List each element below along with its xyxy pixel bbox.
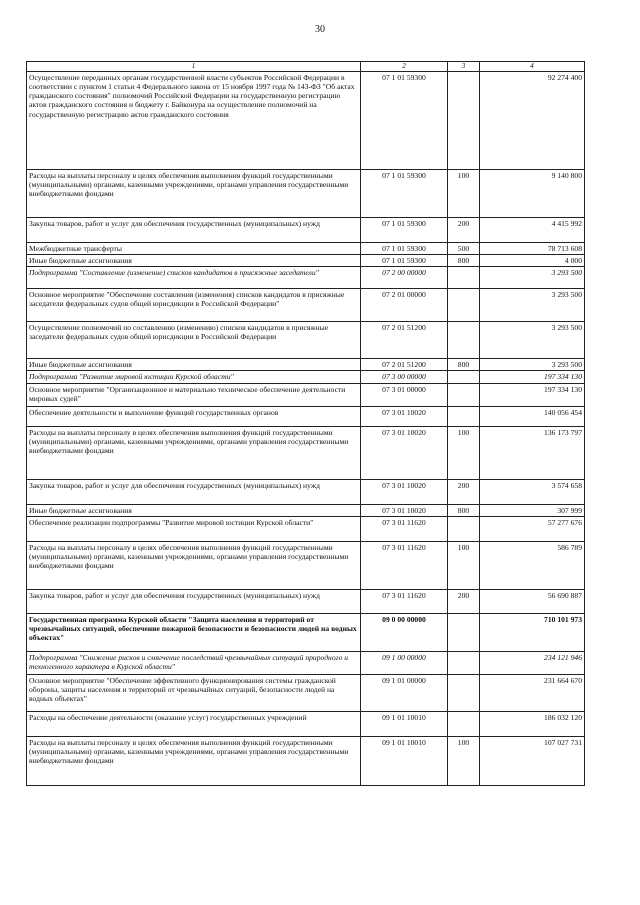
row-amount: 710 101 973 [480, 613, 585, 651]
row-name: Расходы на обеспечение деятельности (оказание услуг) государственных учреждений [27, 711, 361, 736]
row-amount: 197 334 130 [480, 371, 585, 383]
row-code: 09 1 01 10010 [361, 736, 448, 785]
row-name: Расходы на выплаты персоналу в целях обеспечения выполнения функций государственными (муниципальными) органами, казенными учреждениями, органами управления государственными внебюджетными фондами [27, 736, 361, 785]
row-name: Иные бюджетные ассигнования [27, 359, 361, 371]
row-code: 07 3 01 11620 [361, 541, 448, 589]
budget-table [26, 61, 585, 786]
table-row [27, 242, 585, 254]
row-expense-type: 200 [448, 217, 480, 242]
page-number: 30 [315, 24, 325, 35]
row-name: Обеспечение деятельности и выполнение функций государственных органов [27, 406, 361, 426]
header-col-4: 4 [480, 62, 585, 72]
table-row [27, 711, 585, 736]
table-row [27, 479, 585, 504]
row-amount: 3 293 500 [480, 322, 585, 359]
row-amount: 3 293 500 [480, 289, 585, 322]
row-expense-type [448, 406, 480, 426]
row-code: 07 3 01 10020 [361, 504, 448, 516]
row-code: 07 1 01 59300 [361, 242, 448, 254]
row-code: 09 1 00 00000 [361, 651, 448, 674]
row-amount: 197 334 130 [480, 383, 585, 406]
row-amount: 3 293 500 [480, 359, 585, 371]
row-name: Подпрограмма "Составление (изменение) списков кандидатов в присяжные заседатели" [27, 267, 361, 289]
table-row [27, 383, 585, 406]
row-name: Подпрограмма "Снижение рисков и смягчение последствий чрезвычайных ситуаций природного и техногенного характера в Курской области" [27, 651, 361, 674]
row-name: Основное мероприятие "Обеспечение составления (изменения) списков кандидатов в присяжные заседатели федеральных судов общей юрисдикции в Российской Федерации" [27, 289, 361, 322]
row-name: Закупка товаров, работ и услуг для обеспечения государственных (муниципальных) нужд [27, 217, 361, 242]
row-code: 07 3 01 10020 [361, 479, 448, 504]
row-amount: 140 056 454 [480, 406, 585, 426]
table-row [27, 254, 585, 266]
row-expense-type [448, 383, 480, 406]
table-row [27, 426, 585, 479]
row-amount: 586 789 [480, 541, 585, 589]
row-expense-type [448, 516, 480, 541]
row-name: Осуществление переданных органам государственной власти субъектов Российской Федерации в соответствии с пунктом 1 статьи 4 Федерального закона от 15 ноября 1997 года № 143-ФЗ "Об актах гражданского состояния" полномочий Российской Федерации на государственную регистрацию актов гражданского состояния и бюджету г. Байконура на осуществление полномочий на государственную регистрацию актов гражданского состояния [27, 71, 361, 169]
row-code: 07 1 01 59300 [361, 169, 448, 217]
row-amount: 56 690 887 [480, 589, 585, 613]
row-code: 07 3 01 10020 [361, 406, 448, 426]
table-row [27, 674, 585, 711]
row-expense-type [448, 322, 480, 359]
row-name: Основное мероприятие "Организационное и материально техническое обеспечение деятельности мировых судей" [27, 383, 361, 406]
table-row [27, 406, 585, 426]
row-expense-type [448, 613, 480, 651]
row-code: 07 3 01 11620 [361, 516, 448, 541]
row-expense-type: 100 [448, 736, 480, 785]
row-name: Иные бюджетные ассигнования [27, 254, 361, 266]
row-name: Закупка товаров, работ и услуг для обеспечения государственных (муниципальных) нужд [27, 589, 361, 613]
row-expense-type [448, 71, 480, 169]
table-row [27, 541, 585, 589]
row-code: 07 1 01 59300 [361, 254, 448, 266]
row-expense-type [448, 267, 480, 289]
header-col-3: 3 [448, 62, 480, 72]
row-amount: 231 664 670 [480, 674, 585, 711]
row-name: Расходы на выплаты персоналу в целях обеспечения выполнения функций государственными (муниципальными) органами, казенными учреждениями, органами управления государственными внебюджетными фондами [27, 169, 361, 217]
row-code: 07 2 01 51200 [361, 359, 448, 371]
row-amount: 3 293 500 [480, 267, 585, 289]
row-amount: 92 274 400 [480, 71, 585, 169]
row-amount: 307 999 [480, 504, 585, 516]
row-name: Осуществление полномочий по составлению (изменению) списков кандидатов в присяжные заседатели федеральных судов общей юрисдикции в Российской Федерации [27, 322, 361, 359]
row-code: 09 1 01 10010 [361, 711, 448, 736]
row-code: 07 2 00 00000 [361, 267, 448, 289]
row-name: Государственная программа Курской области "Защита населения и территорий от чрезвычайных ситуаций, обеспечение пожарной безопасности и безопасности людей на водных объектах" [27, 613, 361, 651]
table-row [27, 589, 585, 613]
row-name: Расходы на выплаты персоналу в целях обеспечения выполнения функций государственными (муниципальными) органами, казенными учреждениями, органами управления государственными внебюджетными фондами [27, 426, 361, 479]
table-row [27, 359, 585, 371]
row-expense-type: 100 [448, 541, 480, 589]
row-expense-type: 800 [448, 254, 480, 266]
header-col-2: 2 [361, 62, 448, 72]
row-code: 09 0 00 00000 [361, 613, 448, 651]
row-expense-type [448, 674, 480, 711]
row-expense-type: 200 [448, 479, 480, 504]
row-name: Обеспечение реализации подпрограммы "Развитие мировой юстиции Курской области" [27, 516, 361, 541]
table-row [27, 267, 585, 289]
row-amount: 4 000 [480, 254, 585, 266]
row-amount: 234 121 946 [480, 651, 585, 674]
row-name: Основное мероприятие "Обеспечение эффективного функционирования системы гражданской обороны, защиты населения и территорий от чрезвычайных ситуаций, безопасности людей на водных объектах" [27, 674, 361, 711]
row-name: Подпрограмма "Развитие мировой юстиции Курской области" [27, 371, 361, 383]
row-code: 07 3 01 11620 [361, 589, 448, 613]
row-amount: 9 140 800 [480, 169, 585, 217]
table-row [27, 169, 585, 217]
row-name: Закупка товаров, работ и услуг для обеспечения государственных (муниципальных) нужд [27, 479, 361, 504]
table-row [27, 71, 585, 169]
row-amount: 4 415 992 [480, 217, 585, 242]
row-code: 07 3 01 00000 [361, 383, 448, 406]
row-name: Иные бюджетные ассигнования [27, 504, 361, 516]
row-code: 09 1 01 00000 [361, 674, 448, 711]
row-code: 07 3 00 00000 [361, 371, 448, 383]
row-expense-type [448, 371, 480, 383]
row-expense-type: 100 [448, 426, 480, 479]
row-expense-type: 800 [448, 504, 480, 516]
table-row [27, 504, 585, 516]
row-code: 07 1 01 59300 [361, 217, 448, 242]
row-amount: 107 027 731 [480, 736, 585, 785]
table-row [27, 289, 585, 322]
row-expense-type: 800 [448, 359, 480, 371]
table-row [27, 217, 585, 242]
row-amount: 57 277 676 [480, 516, 585, 541]
row-amount: 136 173 797 [480, 426, 585, 479]
row-name: Расходы на выплаты персоналу в целях обеспечения выполнения функций государственными (муниципальными) органами, казенными учреждениями, органами управления государственными внебюджетными фондами [27, 541, 361, 589]
table-row [27, 613, 585, 651]
row-expense-type: 100 [448, 169, 480, 217]
table-row [27, 736, 585, 785]
row-code: 07 1 01 59300 [361, 71, 448, 169]
row-amount: 3 574 658 [480, 479, 585, 504]
row-amount: 186 032 120 [480, 711, 585, 736]
row-code: 07 2 01 00000 [361, 289, 448, 322]
row-expense-type: 500 [448, 242, 480, 254]
table-header-row [27, 62, 585, 72]
row-name: Межбюджетные трансферты [27, 242, 361, 254]
row-code: 07 2 01 51200 [361, 322, 448, 359]
header-col-1: 1 [27, 62, 361, 72]
table-row [27, 371, 585, 383]
row-expense-type [448, 289, 480, 322]
row-amount: 78 713 608 [480, 242, 585, 254]
row-code: 07 3 01 10020 [361, 426, 448, 479]
row-expense-type: 200 [448, 589, 480, 613]
table-row [27, 651, 585, 674]
row-expense-type [448, 651, 480, 674]
table-row [27, 516, 585, 541]
row-expense-type [448, 711, 480, 736]
table-row [27, 322, 585, 359]
